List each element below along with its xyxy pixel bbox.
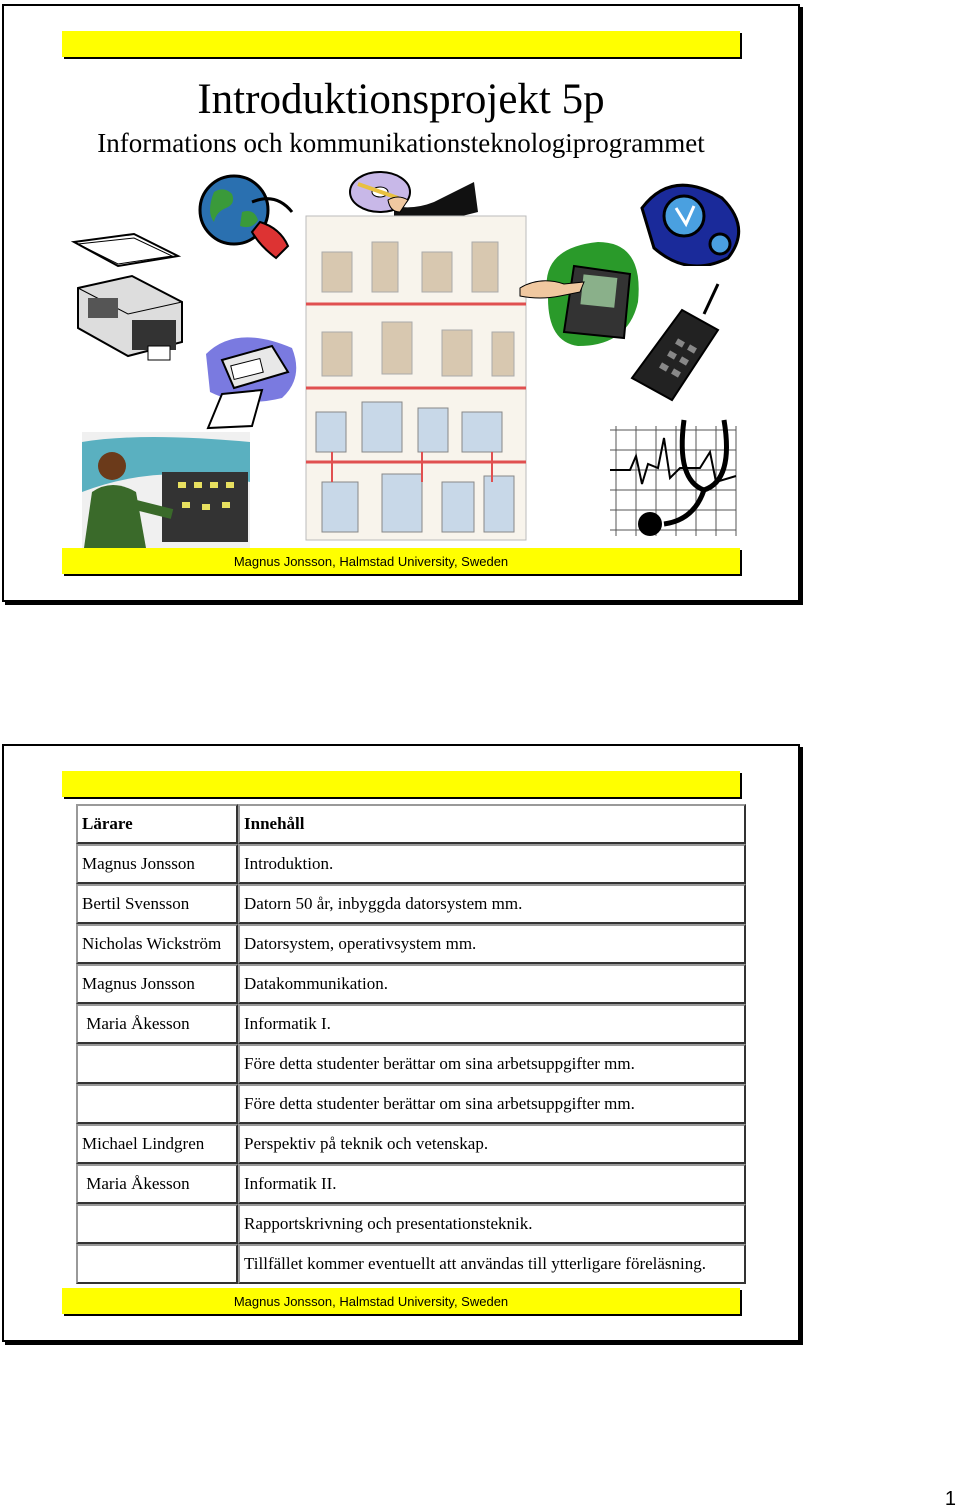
table-header-row xyxy=(76,804,746,844)
content-cell: Datorn 50 år, inbyggda datorsystem mm. xyxy=(238,884,746,924)
content-cell: Före detta studenter berättar om sina arbetsuppgifter mm. xyxy=(238,1084,746,1124)
teacher-cell: Michael Lindgren xyxy=(76,1124,238,1164)
page-number: 1 xyxy=(944,1488,956,1510)
pilot-cockpit-icon xyxy=(82,432,250,548)
content-cell: Datorsystem, operativsystem mm. xyxy=(238,924,746,964)
computer-server-icon xyxy=(68,228,188,368)
footer-bar xyxy=(62,1288,740,1314)
column-header-content: Innehåll xyxy=(238,804,746,844)
slide-subtitle: Informations och kommunikationsteknologiprogrammet xyxy=(97,128,705,158)
teacher-cell xyxy=(76,1044,238,1084)
teacher-cell: Magnus Jonsson xyxy=(76,844,238,884)
slide-2 xyxy=(2,744,800,1342)
fax-machine-icon xyxy=(202,324,306,430)
footer-text: Magnus Jonsson, Halmstad University, Sweden xyxy=(233,1293,509,1309)
table-row xyxy=(76,924,746,964)
table-row xyxy=(76,1044,746,1084)
teacher-cell xyxy=(76,1244,238,1284)
office-building-icon xyxy=(302,212,530,544)
table-row xyxy=(76,884,746,924)
teacher-cell xyxy=(76,1084,238,1124)
footer-bar xyxy=(62,548,740,574)
schedule-table xyxy=(76,804,746,1284)
content-cell: Perspektiv på teknik och vetenskap. xyxy=(238,1124,746,1164)
table-row xyxy=(76,1004,746,1044)
content-cell: Rapportskrivning och presentationsteknik. xyxy=(238,1204,746,1244)
content-cell: Tillfället kommer eventuellt att användas till ytterligare föreläsning. xyxy=(238,1244,746,1284)
content-cell: Datakommunikation. xyxy=(238,964,746,1004)
column-header-teacher: Lärare xyxy=(76,804,238,844)
table-row xyxy=(76,1164,746,1204)
globe-phone-icon xyxy=(190,172,306,264)
teacher-cell: Maria Åkesson xyxy=(76,1164,238,1204)
table-row xyxy=(76,844,746,884)
satellite-dish-icon xyxy=(636,178,748,266)
mobile-phone-icon xyxy=(622,280,734,402)
header-bar xyxy=(62,31,740,57)
teacher-cell: Bertil Svensson xyxy=(76,884,238,924)
table-row xyxy=(76,1204,746,1244)
content-cell: Före detta studenter berättar om sina arbetsuppgifter mm. xyxy=(238,1044,746,1084)
stethoscope-ecg-icon xyxy=(610,416,740,540)
teacher-cell: Magnus Jonsson xyxy=(76,964,238,1004)
table-row xyxy=(76,964,746,1004)
table-row xyxy=(76,1084,746,1124)
teacher-cell: Maria Åkesson xyxy=(76,1004,238,1044)
slide-1 xyxy=(2,4,800,602)
table-row xyxy=(76,1124,746,1164)
header-bar xyxy=(62,771,740,797)
content-cell: Informatik I. xyxy=(238,1004,746,1044)
teacher-cell xyxy=(76,1204,238,1244)
footer-text: Magnus Jonsson, Halmstad University, Sweden xyxy=(233,553,509,569)
content-cell: Informatik II. xyxy=(238,1164,746,1204)
teacher-cell: Nicholas Wickström xyxy=(76,924,238,964)
slide-title: Introduktionsprojekt 5p xyxy=(197,76,605,123)
table-row xyxy=(76,1244,746,1284)
content-cell: Introduktion. xyxy=(238,844,746,884)
